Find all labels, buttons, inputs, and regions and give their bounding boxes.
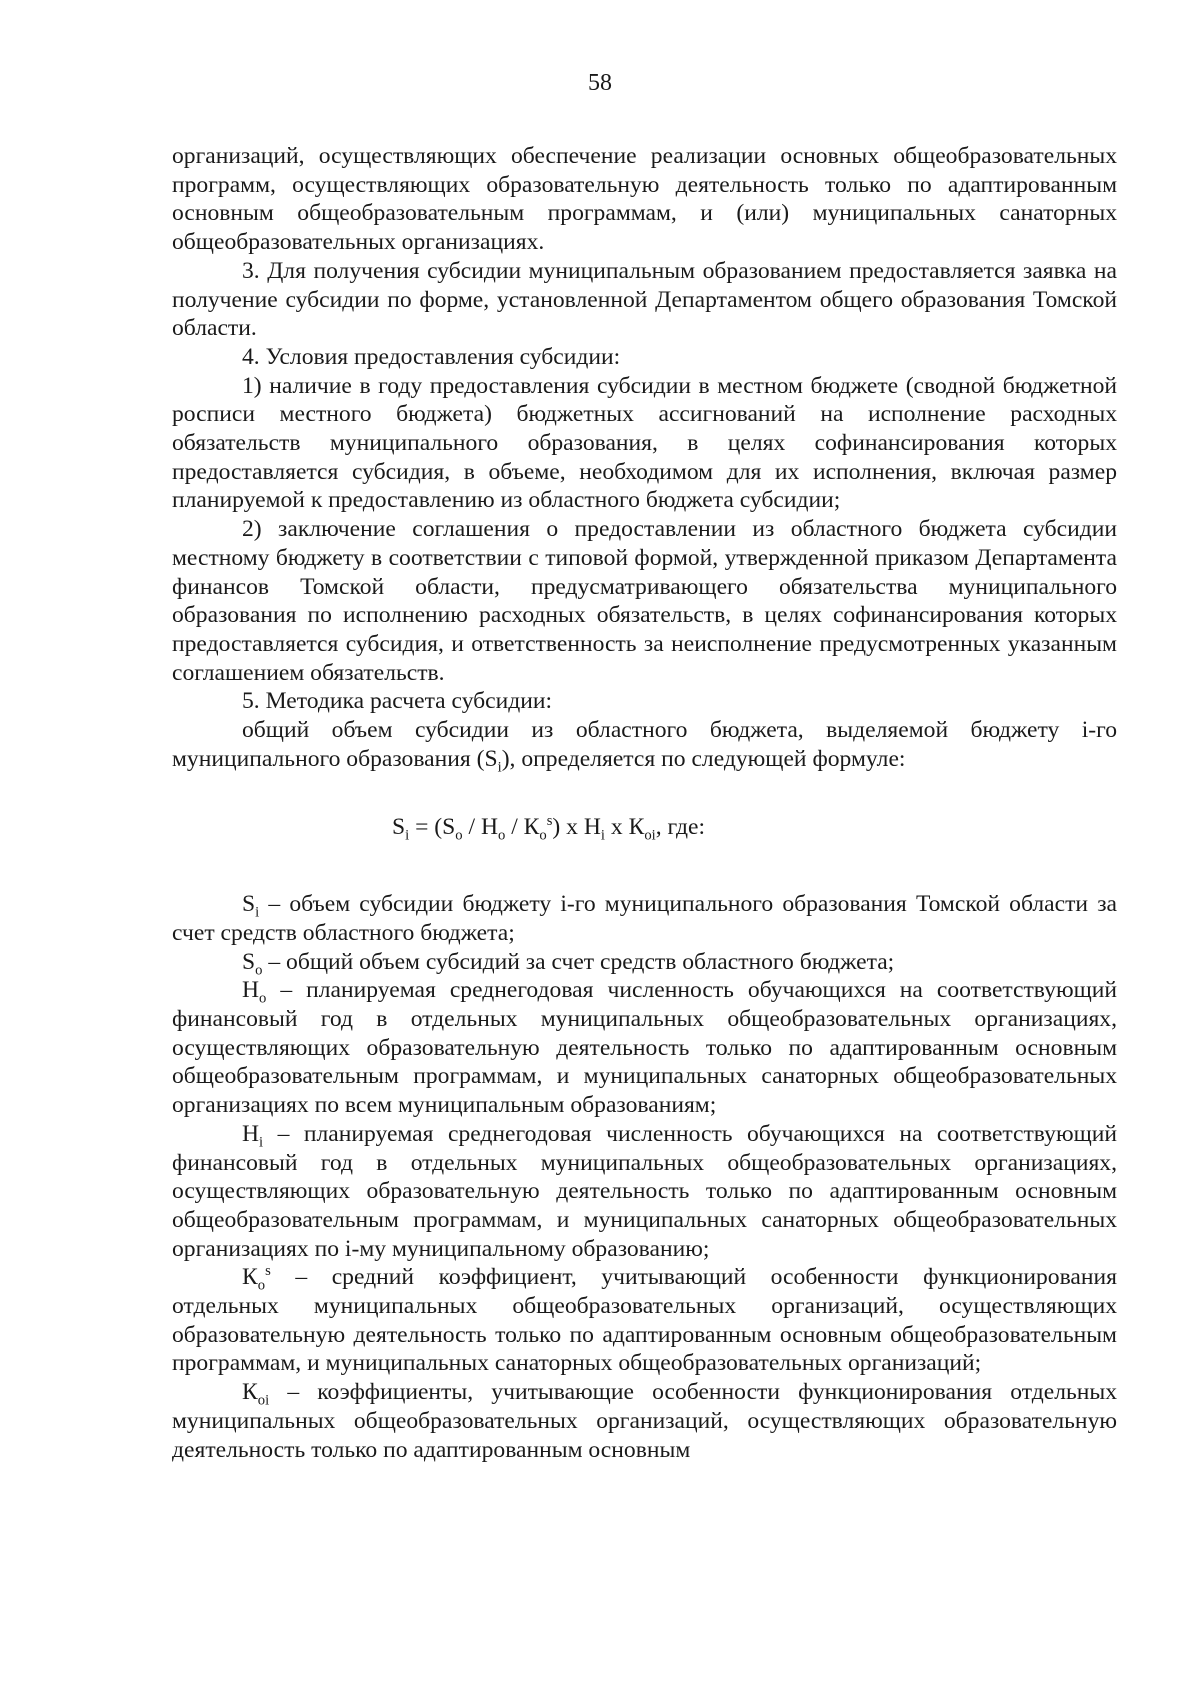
definition-sub: о bbox=[257, 1278, 266, 1295]
paragraph-method bbox=[172, 716, 1117, 776]
definition-sub: о bbox=[255, 962, 263, 979]
definition-text: – средний коэффициент, учитывающий особенности функционирования отдельных муниципальных общеобразовательных организаций, осуществляющих образовательную деятельность только по адаптированным основным общеобразовательным программам, и муниципальных санаторных общеобразовательных организаций; bbox=[172, 1264, 1117, 1377]
paragraph-item-3: 3. Для получения субсидии муниципальным образованием предоставляется заявка на получение субсидии по форме, установленной Департаментом общего образования Томской области. bbox=[172, 257, 1117, 342]
definition-symbol: К bbox=[242, 1264, 258, 1291]
page-number: 58 bbox=[588, 70, 612, 96]
definition-symbol: Н bbox=[242, 1120, 260, 1147]
definition-ho bbox=[172, 976, 1117, 1120]
definition-si bbox=[172, 890, 1117, 947]
formula-lhs-sub: i bbox=[405, 828, 410, 845]
subsidy-formula bbox=[172, 813, 1117, 845]
formula-part: = (S bbox=[409, 814, 456, 841]
definition-text: – общий объем субсидий за счет средств областного бюджета; bbox=[262, 948, 895, 975]
definition-text: – объем субсидии бюджету i-го муниципального образования Томской области за счет средств областного бюджета; bbox=[172, 891, 1117, 946]
definition-text: – планируемая среднегодовая численность обучающихся на соответствующий финансовый год в отдельных муниципальных общеобразовательных организациях, осуществляющих образовательную деятельность только по адаптированным основным общеобразовательным программам, и муниципальных санаторных общеобразовательных организациях по i-му муниципальному образованию; bbox=[172, 1120, 1117, 1262]
document-body bbox=[172, 142, 1117, 1464]
definition-sub: i bbox=[259, 1134, 264, 1151]
formula-sub: о bbox=[455, 828, 463, 845]
formula-part: / К bbox=[505, 814, 540, 841]
definition-symbol: S bbox=[242, 948, 256, 975]
definition-sub: i bbox=[255, 904, 260, 921]
method-text-before: общий объем субсидии из областного бюджета, выделяемой бюджету i-го муниципального образования (S bbox=[172, 717, 1117, 772]
definition-so bbox=[172, 948, 1117, 977]
formula-sup: s bbox=[546, 813, 553, 830]
paragraph-condition-1: 1) наличие в году предоставления субсидии в местном бюджете (сводной бюджетной росписи местного бюджета) бюджетных ассигнований на исполнение расходных обязательств муниципального образования, в целях софинансирования которых предоставляется субсидия, в объеме, необходимом для их исполнения, включая размер планируемой к предоставлению из областного бюджета субсидии; bbox=[172, 372, 1117, 514]
paragraph-item-4: 4. Условия предоставления субсидии: bbox=[242, 343, 621, 370]
formula-sub: о bbox=[539, 828, 547, 845]
definition-hi bbox=[172, 1120, 1117, 1264]
definition-text: – коэффициенты, учитывающие особенности функционирования отдельных муниципальных общеобразовательных организаций, осуществляющих образовательную деятельность только по адаптированным основным bbox=[172, 1379, 1117, 1463]
formula-tail: , где: bbox=[655, 814, 706, 841]
formula-part: x К bbox=[605, 814, 645, 841]
formula-sub: оi bbox=[644, 828, 656, 845]
definition-text: – планируемая среднегодовая численность обучающихся на соответствующий финансовый год в отдельных муниципальных общеобразовательных организациях, осуществляющих образовательную деятельность только по адаптированным основным общеобразовательным программам, и муниципальных санаторных общеобразовательных организациях по всем муниципальным образованиям; bbox=[172, 977, 1117, 1119]
paragraph-condition-2: 2) заключение соглашения о предоставлении из областного бюджета субсидии местному бюджету в соответствии с типовой формой, утвержденной приказом Департамента финансов Томской области, предусматривающего обязательства муниципального образования по исполнению расходных обязательств, в целях софинансирования которых предоставляется субсидия, и ответственность за неисполнение предусмотренных указанным соглашением обязательств. bbox=[172, 516, 1117, 686]
formula-sub: i bbox=[600, 828, 605, 845]
formula-part: / Н bbox=[462, 814, 498, 841]
method-subscript: i bbox=[497, 759, 502, 776]
definition-sub: оi bbox=[257, 1392, 270, 1409]
definition-symbol: S bbox=[242, 891, 256, 918]
method-text-after: ), определяется по следующей формуле: bbox=[501, 745, 906, 772]
paragraph-continuation: организаций, осуществляющих обеспечение реализации основных общеобразовательных программ, осуществляющих образовательную деятельность только по адаптированным основным общеобразовательным программам, и (или) муниципальных санаторных общеобразовательных организациях. bbox=[172, 143, 1117, 256]
definition-symbol: К bbox=[242, 1379, 258, 1406]
paragraph-item-5: 5. Методика расчета субсидии: bbox=[242, 688, 553, 715]
definition-ko-s bbox=[172, 1263, 1117, 1378]
formula-sub: о bbox=[498, 828, 506, 845]
definition-sub: о bbox=[259, 991, 267, 1007]
definition-sup: s bbox=[265, 1263, 271, 1280]
definition-koi bbox=[172, 1378, 1117, 1464]
formula-part: ) x Н bbox=[552, 814, 601, 841]
definition-symbol: Н bbox=[242, 977, 260, 1004]
formula-lhs: S bbox=[392, 814, 406, 841]
